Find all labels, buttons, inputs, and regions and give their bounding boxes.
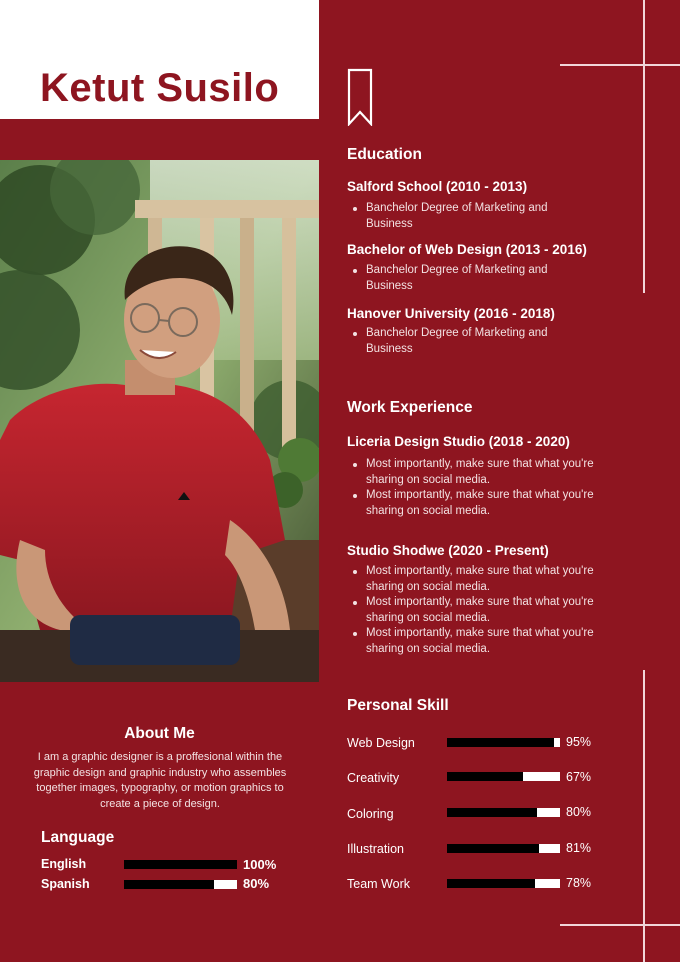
skill-label: Web Design — [347, 736, 415, 750]
experience-entry-details — [347, 457, 617, 519]
education-heading: Education — [347, 146, 422, 163]
bookmark-icon — [347, 68, 373, 131]
list-item: Most importantly, make sure that what you're sharing on social media. — [347, 595, 617, 626]
education-entry-details — [347, 201, 572, 232]
resume-name: Ketut Susilo — [40, 66, 280, 110]
list-item: Most importantly, make sure that what you're sharing on social media. — [347, 626, 617, 657]
personal-skill-heading: Personal Skill — [347, 697, 449, 714]
skill-bar — [447, 738, 560, 747]
skill-bar — [447, 808, 560, 817]
skill-bar-fill — [447, 879, 535, 888]
language-bar-fill — [124, 880, 214, 889]
about-me-heading: About Me — [124, 725, 195, 742]
language-label: English — [41, 857, 87, 871]
language-heading: Language — [41, 829, 115, 846]
skill-label: Creativity — [347, 771, 400, 785]
language-percent: 100% — [243, 857, 277, 872]
about-me-text: I am a graphic designer is a proffesional within the graphic design and graphic industry who assembles together images, typography, or motion graphics to create a piece of design. — [33, 751, 287, 810]
skill-label: Illustration — [347, 842, 404, 856]
list-item: Banchelor Degree of Marketing and Business — [347, 263, 572, 294]
skill-bar-fill — [447, 808, 537, 817]
language-label: Spanish — [41, 877, 90, 891]
language-bar — [124, 860, 237, 869]
education-entry-details — [347, 326, 572, 357]
list-item: Banchelor Degree of Marketing and Business — [347, 326, 572, 357]
decorative-line — [643, 0, 645, 293]
education-entry-title: Hanover University (2016 - 2018) — [347, 306, 555, 321]
decorative-line — [560, 64, 680, 66]
skill-bar-fill — [447, 738, 554, 747]
work-experience-heading: Work Experience — [347, 399, 473, 416]
skill-percent: 81% — [566, 841, 592, 855]
language-bar — [124, 880, 237, 889]
skill-percent: 80% — [566, 805, 592, 819]
list-item: Most importantly, make sure that what you're sharing on social media. — [347, 488, 617, 519]
list-item: Banchelor Degree of Marketing and Business — [347, 201, 572, 232]
skill-bar-fill — [447, 772, 523, 781]
list-item: Most importantly, make sure that what you're sharing on social media. — [347, 564, 617, 595]
skill-bar-fill — [447, 844, 539, 853]
profile-photo — [0, 160, 319, 682]
skill-label: Team Work — [347, 877, 410, 891]
language-percent: 80% — [243, 876, 270, 891]
skill-percent: 67% — [566, 770, 592, 784]
list-item: Most importantly, make sure that what you're sharing on social media. — [347, 457, 617, 488]
experience-entry-title: Studio Shodwe (2020 - Present) — [347, 543, 549, 558]
name-header — [0, 0, 319, 119]
language-bar-fill — [124, 860, 237, 869]
skill-percent: 78% — [566, 876, 592, 890]
experience-entry-title: Liceria Design Studio (2018 - 2020) — [347, 434, 570, 449]
skill-bar — [447, 879, 560, 888]
decorative-line — [560, 924, 680, 926]
education-entry-title: Bachelor of Web Design (2013 - 2016) — [347, 242, 587, 257]
decorative-line — [643, 670, 645, 962]
education-entry-details — [347, 263, 572, 294]
experience-entry-details — [347, 564, 617, 657]
skill-label: Coloring — [347, 807, 394, 821]
skill-bar — [447, 844, 560, 853]
skill-percent: 95% — [566, 735, 592, 749]
education-entry-title: Salford School (2010 - 2013) — [347, 179, 528, 194]
skill-bar — [447, 772, 560, 781]
